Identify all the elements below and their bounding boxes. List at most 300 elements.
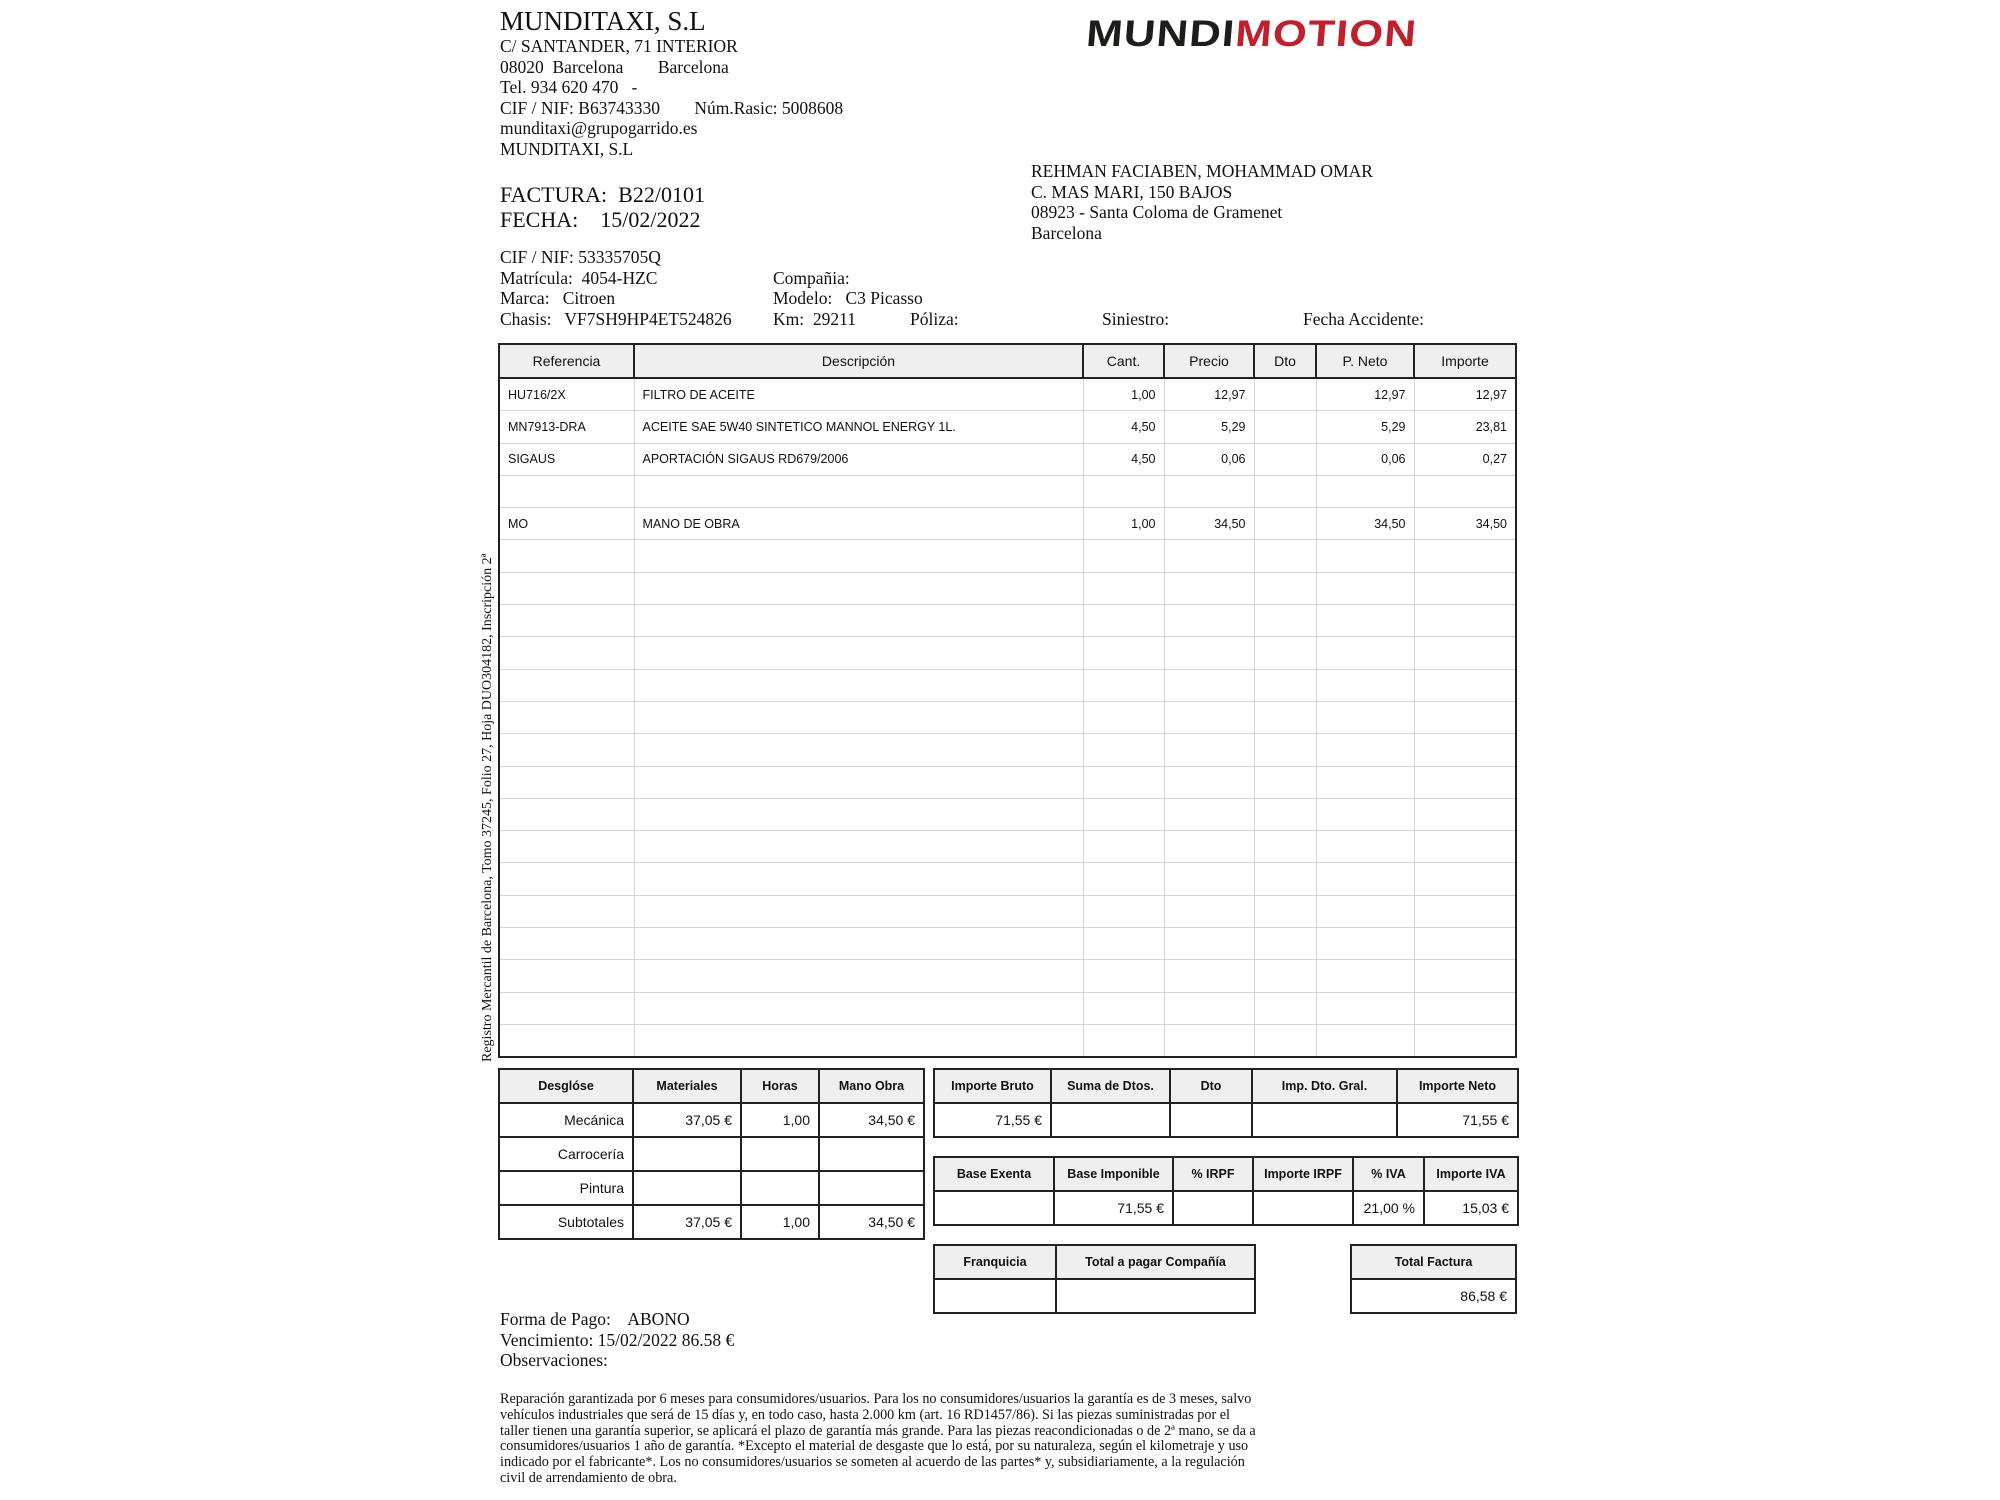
mundimotion-logo [1085,14,1419,54]
total-factura-table [1350,1244,1517,1314]
empty-cell [1316,928,1414,960]
empty-cell [1083,992,1164,1024]
desglose-label: Mecánica [499,1103,633,1137]
cell-descripcion [634,475,1083,507]
desglose-row-mecanica [499,1103,924,1137]
cell-dto [1254,411,1316,443]
empty-cell [1254,895,1316,927]
empty-cell [1083,928,1164,960]
modelo-field [773,288,923,309]
materiales-value: 37,05 € [633,1205,741,1239]
importe-bruto-header: Importe Bruto [934,1069,1051,1103]
logo-part-mundi: MUNDI [1084,13,1238,54]
company-city-line [500,57,843,78]
importe-neto-header: Importe Neto [1397,1069,1518,1103]
empty-cell [1414,701,1516,733]
empty-cell [1083,766,1164,798]
empty-cell [1254,605,1316,637]
empty-cell [499,669,634,701]
table-row-empty [499,637,1516,669]
empty-cell [1316,1024,1414,1057]
total-factura-header: Total Factura [1351,1245,1516,1279]
base-imponible-value: 71,55 € [1054,1191,1173,1225]
table-row-empty [499,928,1516,960]
km-field [773,309,856,330]
franquicia-header: Franquicia [934,1245,1056,1279]
empty-cell [634,831,1083,863]
horas-header: Horas [741,1069,819,1103]
company-email: munditaxi@grupogarrido.es [500,118,698,138]
cell-referencia: HU716/2X [499,378,634,411]
imp-dto-gral-value [1252,1103,1397,1137]
empty-cell [1164,928,1254,960]
cell-cant: 1,00 [1083,508,1164,540]
chasis-field [500,309,732,330]
table-row [499,411,1516,443]
empty-cell [1414,960,1516,992]
dto-value [1170,1103,1252,1137]
empty-cell [499,605,634,637]
desglose-row-pintura [499,1171,924,1205]
siniestro-label: Siniestro: [1102,309,1170,329]
empty-cell [1254,766,1316,798]
irpf-percent-header: % IRPF [1173,1157,1253,1191]
empty-cell [1414,605,1516,637]
empty-cell [499,992,634,1024]
col-importe: Importe [1414,344,1516,378]
empty-cell [1414,895,1516,927]
empty-cell [1316,637,1414,669]
cell-importe: 23,81 [1414,411,1516,443]
empty-cell [1164,734,1254,766]
empty-cell [1414,928,1516,960]
total-factura-header-row [1351,1245,1516,1279]
cell-cant: 4,50 [1083,411,1164,443]
invoice-date: 15/02/2022 [600,207,701,232]
empty-cell [1414,1024,1516,1057]
empty-cell [1083,831,1164,863]
empty-cell [499,701,634,733]
empty-cell [1083,669,1164,701]
empty-cell [1083,701,1164,733]
importe-irpf-header: Importe IRPF [1253,1157,1353,1191]
modelo-value: C3 Picasso [845,288,923,308]
desglose-label: Carrocería [499,1137,633,1171]
importe-irpf-value [1253,1191,1353,1225]
empty-cell [1254,637,1316,669]
empty-cell [1316,669,1414,701]
chasis-value: VF7SH9HP4ET524826 [564,309,732,329]
cell-precio: 12,97 [1164,378,1254,411]
total-pagar-compania-value [1056,1279,1255,1313]
dto-header: Dto [1170,1069,1252,1103]
table-row-empty [499,863,1516,895]
company-postal-code: 08020 [500,56,544,77]
importe-bruto-table [933,1068,1519,1138]
empty-cell [634,669,1083,701]
vencimiento: Vencimiento: 15/02/2022 86.58 € [500,1329,735,1350]
empty-cell [499,960,634,992]
empty-cell [499,895,634,927]
empty-cell [1083,960,1164,992]
empty-cell [1164,831,1254,863]
cell-precio: 5,29 [1164,411,1254,443]
empty-cell [1414,637,1516,669]
empty-cell [634,540,1083,572]
base-exenta-header: Base Exenta [934,1157,1054,1191]
table-row-empty [499,960,1516,992]
empty-cell [634,863,1083,895]
legal-line: civil de arrendamiento de obra. [500,1469,677,1486]
mano-obra-value: 34,50 € [819,1103,924,1137]
cell-descripcion: MANO DE OBRA [634,508,1083,540]
desglose-label: Pintura [499,1171,633,1205]
suma-dtos-header: Suma de Dtos. [1051,1069,1170,1103]
importe-iva-value: 15,03 € [1424,1191,1518,1225]
mano-obra-value: 34,50 € [819,1205,924,1239]
items-body [499,378,1516,1057]
empty-cell [1414,798,1516,830]
horas-value: 1,00 [741,1205,819,1239]
empty-cell [499,572,634,604]
empty-cell [634,960,1083,992]
empty-cell [634,605,1083,637]
empty-cell [1083,1024,1164,1057]
cell-p-neto: 5,29 [1316,411,1414,443]
empty-cell [1254,863,1316,895]
empty-cell [634,637,1083,669]
registry-text: Registro Mercantil de Barcelona, Tomo 37245, Folio 27, Hoja DUO304182, Inscripción 2ª [480,553,495,1062]
empty-cell [1254,734,1316,766]
franquicia-table [933,1244,1256,1314]
empty-cell [1164,540,1254,572]
cell-p-neto: 34,50 [1316,508,1414,540]
poliza-label: Póliza: [910,309,959,329]
marca-label: Marca: [500,288,550,308]
empty-cell [499,831,634,863]
empty-cell [1254,669,1316,701]
invoice-date-label: FECHA: [500,207,579,232]
company-ids [500,98,843,119]
empty-cell [1414,669,1516,701]
table-row-empty [499,992,1516,1024]
customer-city: 08923 - Santa Coloma de Gramenet [1031,202,1283,222]
empty-cell [1414,863,1516,895]
table-row-empty [499,895,1516,927]
empty-cell [1414,992,1516,1024]
cell-importe: 12,97 [1414,378,1516,411]
cell-descripcion: ACEITE SAE 5W40 SINTETICO MANNOL ENERGY 1L. [634,411,1083,443]
total-pagar-compania-header: Total a pagar Compañía [1056,1245,1255,1279]
modelo-label: Modelo: [773,288,833,308]
empty-cell [1083,540,1164,572]
desglose-row-carroceria [499,1137,924,1171]
cell-dto [1254,475,1316,507]
materiales-value: 37,05 € [633,1103,741,1137]
company-address: C/ SANTANDER, 71 INTERIOR [500,36,738,56]
table-row [499,443,1516,475]
iva-percent-value: 21,00 % [1353,1191,1424,1225]
empty-cell [1083,863,1164,895]
invoice-number: B22/0101 [618,182,705,207]
col-dto: Dto [1254,344,1316,378]
horas-value [741,1137,819,1171]
horas-value: 1,00 [741,1103,819,1137]
empty-cell [1254,928,1316,960]
table-row-empty [499,701,1516,733]
company-cif: CIF / NIF: B63743330 [500,97,660,118]
empty-cell [1164,572,1254,604]
table-row [499,508,1516,540]
cell-p-neto: 12,97 [1316,378,1414,411]
empty-cell [634,734,1083,766]
empty-cell [499,928,634,960]
cell-cant [1083,475,1164,507]
cell-importe: 0,27 [1414,443,1516,475]
importe-bruto-header-row [934,1069,1518,1103]
table-row-empty [499,734,1516,766]
horas-value [741,1171,819,1205]
table-row-empty [499,766,1516,798]
table-row [499,378,1516,411]
cell-precio [1164,475,1254,507]
company-header [500,6,843,159]
cell-descripcion: APORTACIÓN SIGAUS RD679/2006 [634,443,1083,475]
empty-cell [1414,572,1516,604]
legal-line: vehículos industriales que será de 15 días y, en todo caso, hasta 2.000 km (art. 16 RD1457/86). Si las piezas suministradas por el [500,1406,1230,1423]
empty-cell [1164,637,1254,669]
marca-value: Citroen [562,288,616,308]
cell-importe: 34,50 [1414,508,1516,540]
company-city: Barcelona [552,56,624,77]
empty-cell [1414,766,1516,798]
empty-cell [1316,831,1414,863]
invoice-number-line [500,182,705,207]
col-cant: Cant. [1083,344,1164,378]
legal-line: consumidores/usuarios 1 año de garantía. *Excepto el material de desgaste que lo está, por su naturaleza, según el kilometraje y uso [500,1438,1249,1455]
cell-referencia: MO [499,508,634,540]
customer-province: Barcelona [1031,222,1102,243]
matricula-field [500,268,657,289]
marca-field [500,288,615,309]
cell-importe [1414,475,1516,507]
empty-cell [1083,734,1164,766]
legal-line: Reparación garantizada por 6 meses para consumidores/usuarios. Para los no consumidores/usuarios la garantía es de 3 meses, salvo [500,1391,1252,1407]
desglose-label: Subtotales [499,1205,633,1239]
empty-cell [634,701,1083,733]
empty-cell [1316,766,1414,798]
empty-cell [1083,605,1164,637]
total-factura-value: 86,58 € [1351,1279,1516,1313]
suma-dtos-value [1051,1103,1170,1137]
empty-cell [1254,701,1316,733]
empty-cell [634,928,1083,960]
empty-cell [1083,895,1164,927]
empty-cell [499,540,634,572]
empty-cell [1316,798,1414,830]
empty-cell [499,1024,634,1057]
empty-cell [1414,734,1516,766]
empty-cell [1164,1024,1254,1057]
iva-percent-header: % IVA [1353,1157,1424,1191]
materiales-header: Materiales [633,1069,741,1103]
table-row-empty [499,798,1516,830]
empty-cell [1254,572,1316,604]
base-values-row [934,1191,1518,1225]
customer-block [1031,161,1373,243]
base-imponible-table [933,1156,1519,1226]
forma-pago-value: ABONO [627,1309,690,1329]
empty-cell [1316,605,1414,637]
payment-info [500,1309,734,1371]
forma-pago-label: Forma de Pago: [500,1309,611,1329]
warranty-legal-text [500,1392,1400,1487]
empty-cell [499,734,634,766]
importe-bruto-values-row [934,1103,1518,1137]
legal-line: indicado por el fabricante*. Los no consumidores/usuarios se someten al acuerdo de las partes* y, subsidiariamente, a la regulación [500,1454,1245,1471]
cell-cant: 4,50 [1083,443,1164,475]
empty-cell [1316,992,1414,1024]
empty-cell [1414,540,1516,572]
importe-iva-header: Importe IVA [1424,1157,1518,1191]
empty-cell [1164,960,1254,992]
desglose-header: Desglóse [499,1069,633,1103]
desglose-header-row [499,1069,924,1103]
empty-cell [1083,798,1164,830]
forma-pago-line [500,1309,734,1330]
mano-obra-header: Mano Obra [819,1069,924,1103]
cell-precio: 34,50 [1164,508,1254,540]
empty-cell [1164,895,1254,927]
mano-obra-value [819,1137,924,1171]
cell-dto [1254,508,1316,540]
compania-label: Compañia: [773,268,850,288]
empty-cell [634,798,1083,830]
materiales-value [633,1171,741,1205]
franquicia-value [934,1279,1056,1313]
cell-cant: 1,00 [1083,378,1164,411]
table-row-empty [499,669,1516,701]
empty-cell [1254,992,1316,1024]
empty-cell [499,766,634,798]
invoice-date-line [500,207,705,232]
company-province: Barcelona [657,56,729,77]
km-value: 29211 [812,309,856,329]
col-p-neto: P. Neto [1316,344,1414,378]
base-exenta-value [934,1191,1054,1225]
irpf-percent-value [1173,1191,1253,1225]
base-header-row [934,1157,1518,1191]
empty-cell [1316,540,1414,572]
empty-cell [1164,669,1254,701]
cell-referencia [499,475,634,507]
fecha-accidente-label: Fecha Accidente: [1303,309,1424,329]
empty-cell [1083,637,1164,669]
col-descripcion: Descripción [634,344,1083,378]
franquicia-values-row [934,1279,1255,1313]
company-rasic: Núm.Rasic: 5008608 [694,97,844,118]
table-row-empty [499,572,1516,604]
chasis-label: Chasis: [500,309,552,329]
empty-cell [634,572,1083,604]
empty-cell [1164,992,1254,1024]
empty-cell [1164,605,1254,637]
matricula-label: Matrícula: [500,268,573,288]
empty-cell [634,895,1083,927]
desglose-row-subtotales [499,1205,924,1239]
mano-obra-value [819,1171,924,1205]
total-factura-value-row [1351,1279,1516,1313]
empty-cell [1164,863,1254,895]
empty-cell [1254,1024,1316,1057]
cell-referencia: MN7913-DRA [499,411,634,443]
company-name-repeat: MUNDITAXI, S.L [500,138,634,159]
imp-dto-gral-header: Imp. Dto. Gral. [1252,1069,1397,1103]
cell-precio: 0,06 [1164,443,1254,475]
items-header-row [499,344,1516,378]
empty-cell [1316,960,1414,992]
invoice-number-label: FACTURA: [500,182,608,207]
empty-cell [1083,572,1164,604]
empty-cell [1254,831,1316,863]
empty-cell [634,766,1083,798]
customer-address: C. MAS MARI, 150 BAJOS [1031,181,1233,202]
observaciones-label: Observaciones: [500,1350,608,1370]
cell-p-neto [1316,475,1414,507]
empty-cell [1164,701,1254,733]
company-phone: Tel. 934 620 470 - [500,77,638,97]
empty-cell [1254,540,1316,572]
empty-cell [1316,895,1414,927]
empty-cell [1164,766,1254,798]
legal-line: taller tienen una garantía superior, se aplicará el plazo de garantía más grande. Para las piezas reacondicionadas o de 2ª mano, se da a [500,1422,1256,1439]
table-row-empty [499,605,1516,637]
company-name: MUNDITAXI, S.L [500,6,706,36]
table-row [499,475,1516,507]
importe-bruto-value: 71,55 € [934,1103,1051,1137]
cell-p-neto: 0,06 [1316,443,1414,475]
col-referencia: Referencia [499,344,634,378]
customer-name: REHMAN FACIABEN, MOHAMMAD OMAR [1031,161,1373,181]
cell-dto [1254,378,1316,411]
empty-cell [1316,734,1414,766]
empty-cell [1316,572,1414,604]
empty-cell [1254,960,1316,992]
cell-dto [1254,443,1316,475]
base-imponible-header: Base Imponible [1054,1157,1173,1191]
invoice-info [500,182,705,232]
matricula-value: 4054-HZC [581,268,658,288]
cell-descripcion: FILTRO DE ACEITE [634,378,1083,411]
items-table [498,343,1517,1058]
empty-cell [499,798,634,830]
km-label: Km: [773,309,805,329]
franquicia-header-row [934,1245,1255,1279]
col-precio: Precio [1164,344,1254,378]
customer-cif: CIF / NIF: 53335705Q [500,247,661,267]
empty-cell [1316,701,1414,733]
importe-neto-value: 71,55 € [1397,1103,1518,1137]
empty-cell [634,992,1083,1024]
empty-cell [1316,863,1414,895]
empty-cell [1254,798,1316,830]
table-row-empty [499,831,1516,863]
empty-cell [634,1024,1083,1057]
logo-part-motion: MOTION [1233,13,1419,54]
table-row-empty [499,540,1516,572]
desglose-table [498,1068,925,1240]
empty-cell [1414,831,1516,863]
